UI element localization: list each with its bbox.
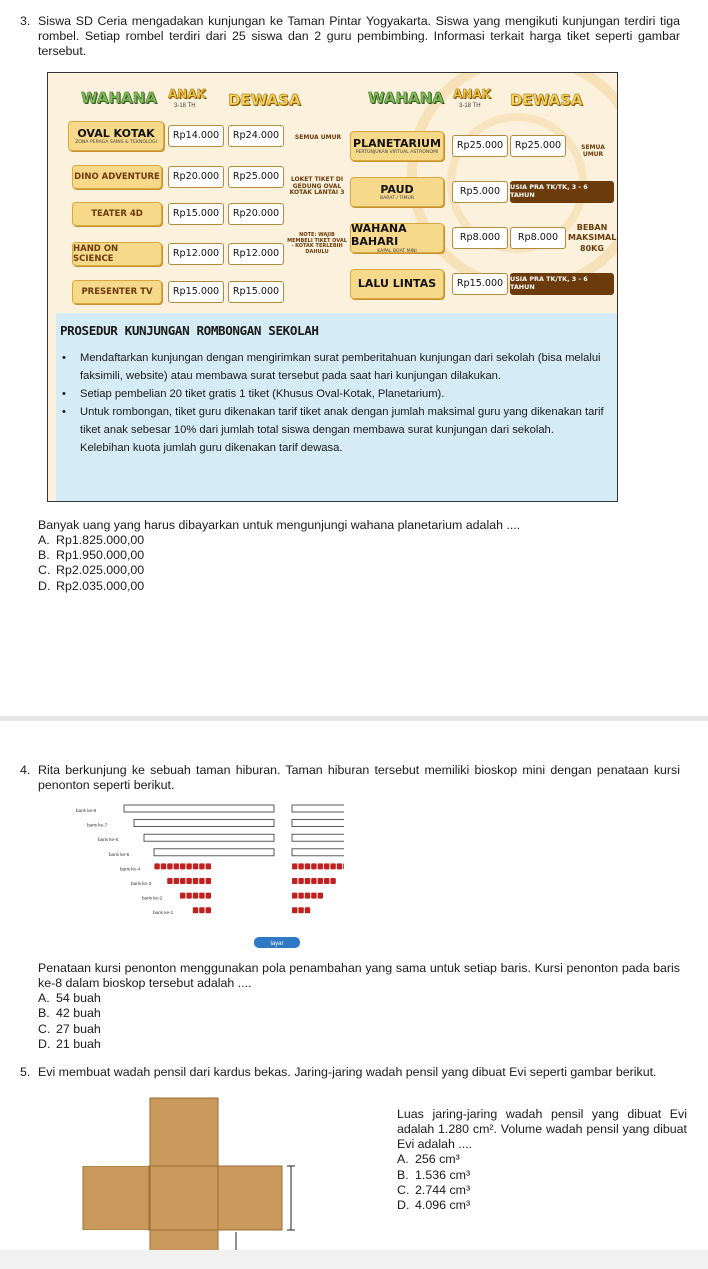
seat bbox=[324, 878, 329, 884]
seat bbox=[186, 893, 191, 899]
note-loket-tiket: LOKET TIKET DI GEDUNG OVAL KOTAK LANTAI 3 bbox=[289, 176, 345, 197]
seat bbox=[193, 893, 198, 899]
badge-usia-lalu-lintas: USIA PRA TK/TK, 3 - 6 TAHUN bbox=[510, 273, 614, 295]
procedure-item: faksimili, website) atau membawa surat tersebut pada saat hari kunjungan dilakukan. bbox=[80, 370, 502, 382]
ride-planetarium: PLANETARIUM PERTUNJUKAN VIRTUAL ASTRONOMI bbox=[350, 131, 444, 161]
row-label: baris ke-5 bbox=[109, 851, 130, 857]
price-bahari-dewasa: Rp8.000 bbox=[510, 227, 566, 249]
empty-row-bar bbox=[292, 834, 344, 841]
question-3-question: Banyak uang yang harus dibayarkan untuk mengunjungi wahana planetarium adalah .... bbox=[38, 518, 521, 532]
question-4-number: 4. bbox=[20, 763, 31, 777]
price-planetarium-anak: Rp25.000 bbox=[452, 135, 508, 157]
option-a[interactable]: A. 54 buah bbox=[38, 991, 101, 1006]
ride-paud: PAUD BARAT / TIMUR bbox=[350, 177, 444, 207]
screen-label: layar bbox=[270, 941, 284, 947]
seat bbox=[154, 863, 159, 869]
row-label: baris ke-6 bbox=[98, 837, 119, 843]
question-5-options bbox=[397, 1152, 687, 1213]
question-4-options bbox=[38, 991, 680, 1052]
seat bbox=[330, 878, 335, 884]
option-d[interactable]: D. Rp2.035.000,00 bbox=[38, 578, 145, 593]
badge-usia-paud: USIA PRA TK/TK, 3 - 6 TAHUN bbox=[510, 181, 614, 203]
row-label: baris ke-1 bbox=[153, 910, 174, 916]
price-teater-anak: Rp15.000 bbox=[168, 203, 224, 225]
price-teater-dewasa: Rp20.000 bbox=[228, 203, 284, 225]
procedure-item: Kelebihan kuota jumlah guru dikenakan tarif dewasa. bbox=[80, 442, 343, 454]
ride-teater-4d: TEATER 4D bbox=[72, 202, 162, 226]
seat bbox=[199, 907, 204, 913]
seat bbox=[318, 863, 323, 869]
seat bbox=[298, 907, 303, 913]
header-dewasa-right: DEWASA bbox=[510, 91, 583, 109]
ride-dino-adventure: DINO ADVENTURE bbox=[72, 165, 162, 189]
seat bbox=[161, 863, 166, 869]
seat bbox=[343, 863, 344, 869]
section-divider bbox=[0, 716, 708, 721]
option-a[interactable]: A. Rp1.825.000,00 bbox=[38, 533, 145, 548]
question-3-prompt bbox=[20, 518, 680, 594]
empty-row-bar bbox=[154, 849, 274, 856]
seat bbox=[180, 893, 185, 899]
option-c[interactable]: C. 27 buah bbox=[38, 1021, 101, 1036]
seat bbox=[305, 893, 310, 899]
price-oval-kotak-dewasa: Rp24.000 bbox=[228, 125, 284, 147]
procedure-item: • Setiap pembelian 20 tiket gratis 1 tiket (Khusus Oval-Kotak, Planetarium). bbox=[62, 388, 445, 400]
price-oval-kotak-anak: Rp14.000 bbox=[168, 125, 224, 147]
seat bbox=[180, 863, 185, 869]
seat bbox=[298, 878, 303, 884]
seat bbox=[206, 878, 211, 884]
price-paud-anak: Rp5.000 bbox=[452, 181, 508, 203]
seat bbox=[199, 863, 204, 869]
procedure-item: • Mendaftarkan kunjungan dengan mengirimkan surat pemberitahuan kunjungan dari sekolah (bisa melalui bbox=[62, 352, 601, 364]
seat bbox=[180, 878, 185, 884]
option-b[interactable]: B. 42 buah bbox=[38, 1006, 101, 1021]
bottom-bar bbox=[0, 1250, 708, 1269]
note-wajib-membeli: NOTE: WAJIB MEMBELI TIKET OVAL - KOTAK TERLEBIH DAHULU bbox=[287, 232, 347, 255]
question-5-number: 5. bbox=[20, 1065, 31, 1079]
row-bars bbox=[124, 805, 344, 856]
seat bbox=[199, 878, 204, 884]
header-dewasa-left: DEWASA bbox=[228, 91, 301, 109]
seat bbox=[311, 878, 316, 884]
question-3-options bbox=[38, 533, 680, 594]
seat bbox=[174, 863, 179, 869]
header-anak-age-right: 3-18 TH bbox=[459, 103, 481, 109]
row-label: baris ke-2 bbox=[142, 895, 163, 901]
note-semua-umur-left: SEMUA UMUR bbox=[294, 134, 342, 141]
seat bbox=[330, 863, 335, 869]
option-b[interactable]: B. Rp1.950.000,00 bbox=[38, 548, 145, 563]
procedure-list bbox=[62, 349, 609, 457]
empty-row-bar bbox=[292, 805, 344, 812]
seat bbox=[193, 878, 198, 884]
procedure-title: PROSEDUR KUNJUNGAN ROMBONGAN SEKOLAH bbox=[60, 323, 319, 338]
question-5-text: Evi membuat wadah pensil dari kardus bekas. Jaring-jaring wadah pensil yang dibuat Evi seperti gambar berikut. bbox=[38, 1065, 657, 1079]
header-wahana-right: WAHANA bbox=[368, 89, 444, 107]
seat bbox=[305, 878, 310, 884]
option-d[interactable]: D. 21 buah bbox=[38, 1036, 101, 1051]
row-label: baris ke-3 bbox=[131, 881, 152, 886]
seat bbox=[186, 878, 191, 884]
ticket-price-poster bbox=[47, 72, 618, 502]
question-3 bbox=[20, 14, 680, 59]
ride-presenter-tv: PRESENTER TV bbox=[72, 280, 162, 304]
empty-row-bar bbox=[124, 805, 274, 812]
seat bbox=[292, 907, 297, 913]
header-anak-left: ANAK bbox=[168, 87, 206, 101]
net-face-left-panel bbox=[82, 1166, 150, 1230]
ride-lalu-lintas: LALU LINTAS bbox=[350, 269, 444, 299]
header-anak-right: ANAK bbox=[453, 87, 491, 101]
question-4 bbox=[20, 763, 680, 793]
seat bbox=[337, 863, 342, 869]
question-4-text: Rita berkunjung ke sebuah taman hiburan. Taman hiburan tersebut memiliki bioskop mini dengan penataan kursi penonton seperti berikut. bbox=[38, 763, 680, 793]
net-face-front bbox=[150, 1230, 218, 1250]
question-4-prompt bbox=[20, 961, 680, 1052]
option-c[interactable]: C. Rp2.025.000,00 bbox=[38, 563, 145, 578]
dimension-tick-bottom bbox=[234, 1232, 238, 1250]
note-beban-maksimal: BEBAN MAKSIMAL 80KG bbox=[568, 223, 617, 253]
seat bbox=[311, 863, 316, 869]
seat bbox=[305, 907, 310, 913]
price-planetarium-dewasa: Rp25.000 bbox=[510, 135, 566, 157]
ride-hand-on-science: HAND ON SCIENCE bbox=[72, 242, 162, 266]
seat bbox=[324, 863, 329, 869]
seat bbox=[318, 893, 323, 899]
question-5-side bbox=[397, 1107, 687, 1213]
price-hos-dewasa: Rp12.000 bbox=[228, 243, 284, 265]
empty-row-bar bbox=[144, 834, 274, 841]
seat bbox=[206, 893, 211, 899]
option-c[interactable]: C. 2.744 cm³ bbox=[397, 1182, 471, 1197]
seat bbox=[186, 863, 191, 869]
procedure-item: tiket anak sebesar 10% dari jumlah total siswa dengan membawa surat kunjungan dari sekolah. bbox=[80, 424, 554, 436]
net-face-top bbox=[150, 1098, 218, 1166]
price-tv-anak: Rp15.000 bbox=[168, 281, 224, 303]
price-dino-dewasa: Rp25.000 bbox=[228, 166, 284, 188]
header-anak-age-left: 3-18 TH bbox=[174, 103, 196, 109]
seat bbox=[298, 863, 303, 869]
seat bbox=[305, 863, 310, 869]
header-wahana-left: WAHANA bbox=[81, 89, 157, 107]
ride-oval-kotak: OVAL KOTAK ZONA PERAGA SAINS & TEKNOLOGI bbox=[68, 121, 164, 151]
seat bbox=[292, 863, 297, 869]
price-dino-anak: Rp20.000 bbox=[168, 166, 224, 188]
seat bbox=[206, 863, 211, 869]
price-tv-dewasa: Rp15.000 bbox=[228, 281, 284, 303]
procedure-item: • Untuk rombongan, tiket guru dikenakan tarif tiket anak dengan jumlah maksimal guru yang dikenakan tarif bbox=[62, 406, 604, 418]
empty-row-bar bbox=[292, 849, 344, 856]
question-5-side-text: Luas jaring-jaring wadah pensil yang dibuat Evi adalah 1.280 cm². Volume wadah pensil yang dibuat Evi adalah .... bbox=[397, 1107, 687, 1152]
seat bbox=[292, 878, 297, 884]
seat bbox=[292, 893, 297, 899]
option-d[interactable]: D. 4.096 cm³ bbox=[397, 1197, 471, 1212]
empty-row-bar bbox=[134, 820, 274, 827]
price-lalu-lintas-anak: Rp15.000 bbox=[452, 273, 508, 295]
row-label: baris ke-4 bbox=[120, 866, 141, 872]
option-a[interactable]: A. 256 cm³ bbox=[397, 1152, 460, 1167]
seat bbox=[193, 907, 198, 913]
question-3-number: 3. bbox=[20, 14, 31, 28]
row-label: baris ke-8 bbox=[76, 808, 97, 813]
box-net-diagram bbox=[148, 1096, 298, 1250]
seat bbox=[298, 893, 303, 899]
seat bbox=[206, 907, 211, 913]
price-hos-anak: Rp12.000 bbox=[168, 243, 224, 265]
seat bbox=[174, 878, 179, 884]
option-b[interactable]: B. 1.536 cm³ bbox=[397, 1167, 471, 1182]
seat bbox=[311, 893, 316, 899]
seat bbox=[318, 878, 323, 884]
net-face-right bbox=[218, 1166, 282, 1230]
ride-wahana-bahari: WAHANA BAHARI KAPAL BOAT MINI bbox=[350, 223, 444, 253]
note-semua-umur-right: SEMUA UMUR bbox=[581, 144, 605, 158]
seat bbox=[199, 893, 204, 899]
row-label: baris ke-7 bbox=[87, 822, 108, 828]
empty-row-bar bbox=[292, 820, 344, 827]
question-4-question: Penataan kursi penonton menggunakan pola penambahan yang sama untuk setiap baris. Kursi penonton pada baris ke-8 dalam bioskop tersebut adalah .... bbox=[38, 961, 680, 991]
cinema-seating-diagram bbox=[72, 803, 344, 953]
question-3-text: Siswa SD Ceria mengadakan kunjungan ke Taman Pintar Yogyakarta. Siswa yang mengikuti kunjungan terdiri tiga rombel. Setiap rombel terdiri dari 25 siswa dan 2 guru pembimbing. Informasi terkait harga tiket seperti gambar tersebut. bbox=[38, 14, 680, 59]
net-face-bottom bbox=[150, 1166, 218, 1230]
price-bahari-anak: Rp8.000 bbox=[452, 227, 508, 249]
seat bbox=[167, 863, 172, 869]
seat bbox=[167, 878, 172, 884]
seat bbox=[193, 863, 198, 869]
question-5 bbox=[20, 1065, 680, 1080]
